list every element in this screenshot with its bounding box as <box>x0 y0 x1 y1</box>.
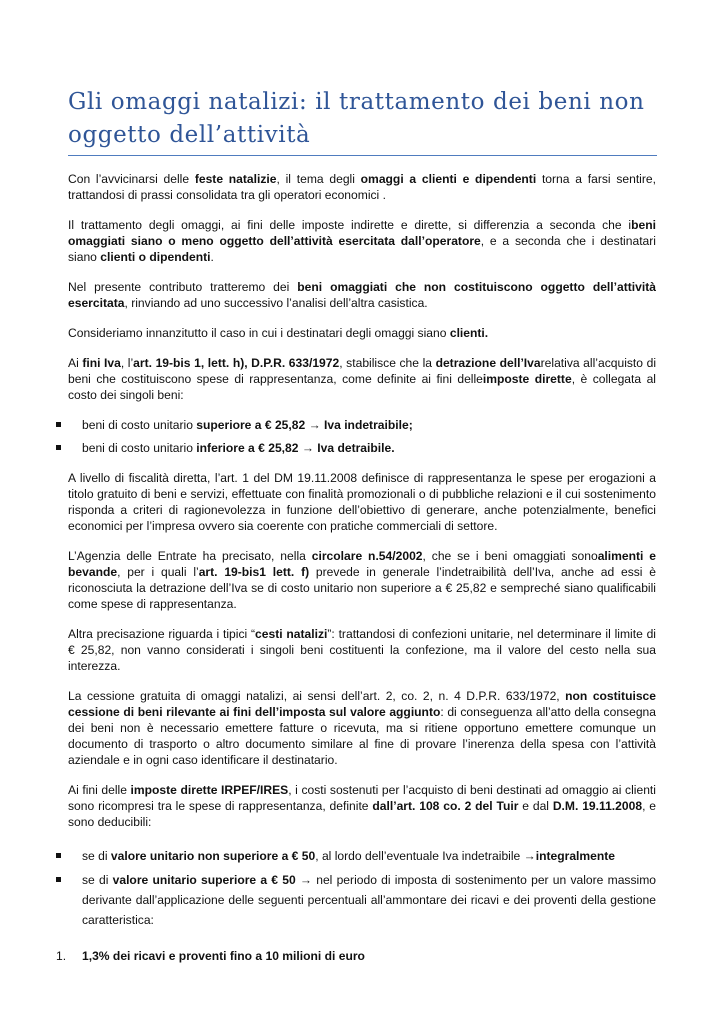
paragraph-cessione: La cessione gratuita di omaggi natalizi, ai sensi dell’art. 2, co. 2, n. 4 D.P.R. 633/1972, non costituisce cessione di beni rilevante ai fini dell’imposta sul valore aggiunto: di conseguenza all’atto della consegna dei beni non è necessario emettere fatture o ricevuta, ma si ritiene opportuno emettere comunque un documento di trasporto o altro documento similare al fine di provare l’inerenza della spesa con l’attività aziendale e in ogni caso identificare il destinatario. <box>68 689 657 767</box>
paragraph-treatment: Il trattamento degli omaggi, ai fini delle imposte indirette e dirette, si differenzia a seconda che ibeni omaggiati siano o meno oggetto dell’attività esercitata dall’operatore, e a seconda che i destinatari siano clienti o dipendenti. <box>68 218 656 264</box>
paragraph-intro: Con l’avvicinarsi delle feste natalizie, il tema degli omaggi a clienti e dipendenti torna a farsi sentire, trattandosi di prassi consolidata tra gli operatori economici . <box>68 172 656 202</box>
numbered-item: 1. 1,3% dei ricavi e proventi fino a 10 milioni di euro <box>56 949 365 963</box>
paragraph-cesti: Altra precisazione riguarda i tipici “cesti natalizi”: trattandosi di confezioni unitarie, nel determinare il limite di € 25,82, non vanno considerati i singoli beni costituenti la confezione, ma il valore del cesto nella sua interezza. <box>68 627 656 673</box>
list-item: beni di costo unitario superiore a € 25,82 → Iva indetraibile; <box>60 417 656 433</box>
paragraph-irpef: Ai fini delle imposte dirette IRPEF/IRES, i costi sostenuti per l’acquisto di beni destinati ad omaggio ai clienti sono ricompresi tra le spese di rappresentanza, definite dall’art. 108 co. 2 del Tuir e dal D.M. 19.11.2008, e sono deducibili: <box>68 783 656 829</box>
document-title: Gli omaggi natalizi: il trattamento dei beni non oggetto dell’attività <box>68 89 645 148</box>
list-item: se di valore unitario non superiore a € 50, al lordo dell’eventuale Iva indetraibile →integralmente <box>60 846 656 866</box>
bullet-square-icon <box>56 853 61 858</box>
bullet-square-icon <box>56 422 61 427</box>
bullet-square-icon <box>56 877 61 882</box>
paragraph-agenzia: L’Agenzia delle Entrate ha precisato, nella circolare n.54/2002, che se i beni omaggiati sonoalimenti e bevande, per i quali l’art. 19-bis1 lett. f) prevede in generale l’indetraibilità dell’Iva, anche ad essi è riconosciuta la detrazione dell’Iva se di costo unitario non superiore a € 25,82 e sempreché siano qualificabili come spese di rappresentanza. <box>68 549 656 611</box>
paragraph-direct-tax: A livello di fiscalità diretta, l’art. 1 del DM 19.11.2008 definisce di rappresentanza le spese per erogazioni a titolo gratuito di beni e servizi, effettuate con finalità promozionali o di pubbliche relazioni e il cui sostenimento risponda a criteri di ragionevolezza in funzione dell’obiettivo di generare, anche potenzialmente, benefici economici per l’impresa ovvero sia coerente con pratiche commerciali di settore. <box>68 471 656 533</box>
paragraph-clients: Consideriamo innanzitutto il caso in cui i destinatari degli omaggi siano clienti. <box>68 326 489 340</box>
paragraph-iva: Ai fini Iva, l’art. 19-bis 1, lett. h), D.P.R. 633/1972, stabilisce che la detrazione dell’Ivarelativa all’acquisto di beni che costituiscono spese di rappresentanza, come definite ai fini delleimposte dirette, è collegata al costo dei singoli beni: <box>68 356 657 402</box>
list-item: beni di costo unitario inferiore a € 25,82 → Iva detraibile. <box>60 440 656 456</box>
iva-bullet-list <box>60 417 656 456</box>
document-body <box>56 171 657 964</box>
paragraph-scope: Nel presente contributo tratteremo dei beni omaggiati che non costituiscono oggetto dell’attività esercitata, rinviando ad uno successivo l’analisi dell’altra casistica. <box>68 280 656 310</box>
bullet-square-icon <box>56 445 61 450</box>
title-divider <box>68 155 657 156</box>
deduction-bullet-list <box>60 846 656 930</box>
list-item: se di valore unitario superiore a € 50 → nel periodo di imposta di sostenimento per un valore massimo derivante dall’applicazione delle seguenti percentuali all’ammontare dei ricavi e dei proventi della gestione caratteristica: <box>60 870 656 930</box>
